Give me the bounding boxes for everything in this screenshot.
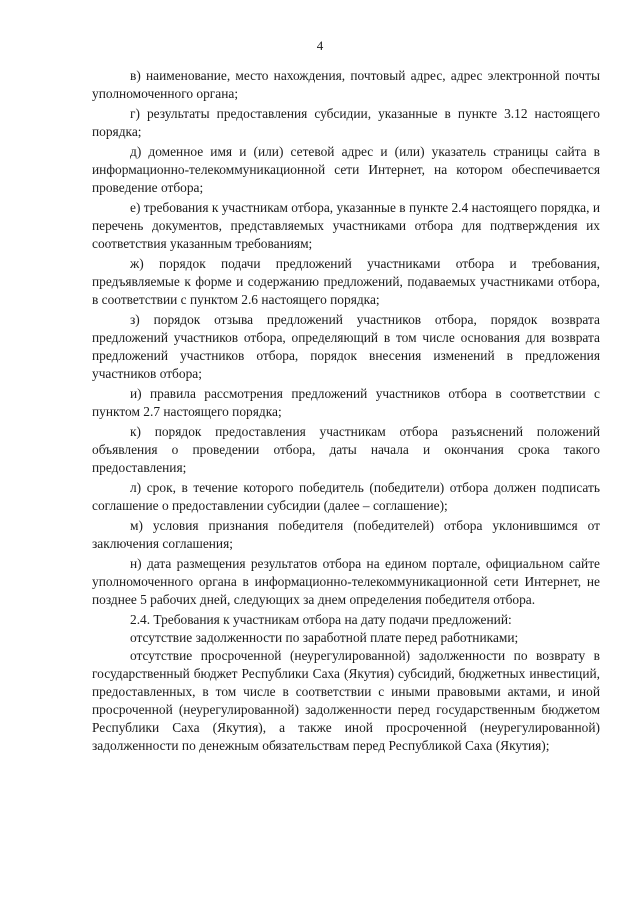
paragraph-zh: ж) порядок подачи предложений участниками отбора и требования, предъявляемые к форме и содержанию предложений, подаваемых участниками отбора, в соответствии с пунктом 2.6 настоящего порядка;	[92, 256, 600, 307]
paragraph-z: з) порядок отзыва предложений участников отбора, порядок возврата предложений участников отбора, определяющий в том числе основания для возврата предложений участников отбора, порядок внесения изменений в предложения участников отбора;	[92, 312, 600, 381]
requirement-budget-debt: отсутствие просроченной (неурегулированной) задолженности по возврату в государственный бюджет Республики Саха (Якутия) субсидий, бюджетных инвестиций, предоставленных, в том числе в соответствии с иными правовыми актами, и иной просроченной (неурегулированной) задолженности перед государственным бюджетом Республики Саха (Якутия), а также иной просроченной (неурегулированной) задолженности по денежным обязательствам перед Республикой Саха (Якутия);	[92, 648, 600, 753]
paragraph-e: е) требования к участникам отбора, указанные в пункте 2.4 настоящего порядка, и перечень документов, представляемых участниками отбора для подтверждения их соответствия указанным требованиям;	[92, 200, 600, 251]
requirement-wage-debt: отсутствие задолженности по заработной плате перед работниками;	[130, 630, 519, 645]
page-number: 4	[316, 38, 324, 53]
paragraph-k: к) порядок предоставления участникам отбора разъяснений положений объявления о проведении отбора, даты начала и окончания срока такого предоставления;	[92, 424, 600, 475]
paragraph-g: г) результаты предоставления субсидии, указанные в пункте 3.12 настоящего порядка;	[92, 106, 600, 139]
paragraph-d: д) доменное имя и (или) сетевой адрес и (или) указатель страницы сайта в информационно-телекоммуникационной сети Интернет, на котором обеспечивается проведение отбора;	[92, 144, 600, 195]
paragraph-m: м) условия признания победителя (победителей) отбора уклонившимся от заключения соглашения;	[92, 518, 600, 551]
document-body	[92, 67, 600, 755]
paragraph-i: и) правила рассмотрения предложений участников отбора в соответствии с пунктом 2.7 настоящего порядка;	[92, 386, 600, 419]
paragraph-n: н) дата размещения результатов отбора на едином портале, официальном сайте уполномоченного органа в информационно-телекоммуникационной сети Интернет, не позднее 5 рабочих дней, следующих за днем определения победителя отбора.	[92, 556, 600, 607]
section-2-4-heading: 2.4. Требования к участникам отбора на дату подачи предложений:	[130, 612, 512, 627]
paragraph-v: в) наименование, место нахождения, почтовый адрес, адрес электронной почты уполномоченного органа;	[92, 68, 600, 101]
paragraph-l: л) срок, в течение которого победитель (победители) отбора должен подписать соглашение о предоставлении субсидии (далее – соглашение);	[92, 480, 600, 513]
